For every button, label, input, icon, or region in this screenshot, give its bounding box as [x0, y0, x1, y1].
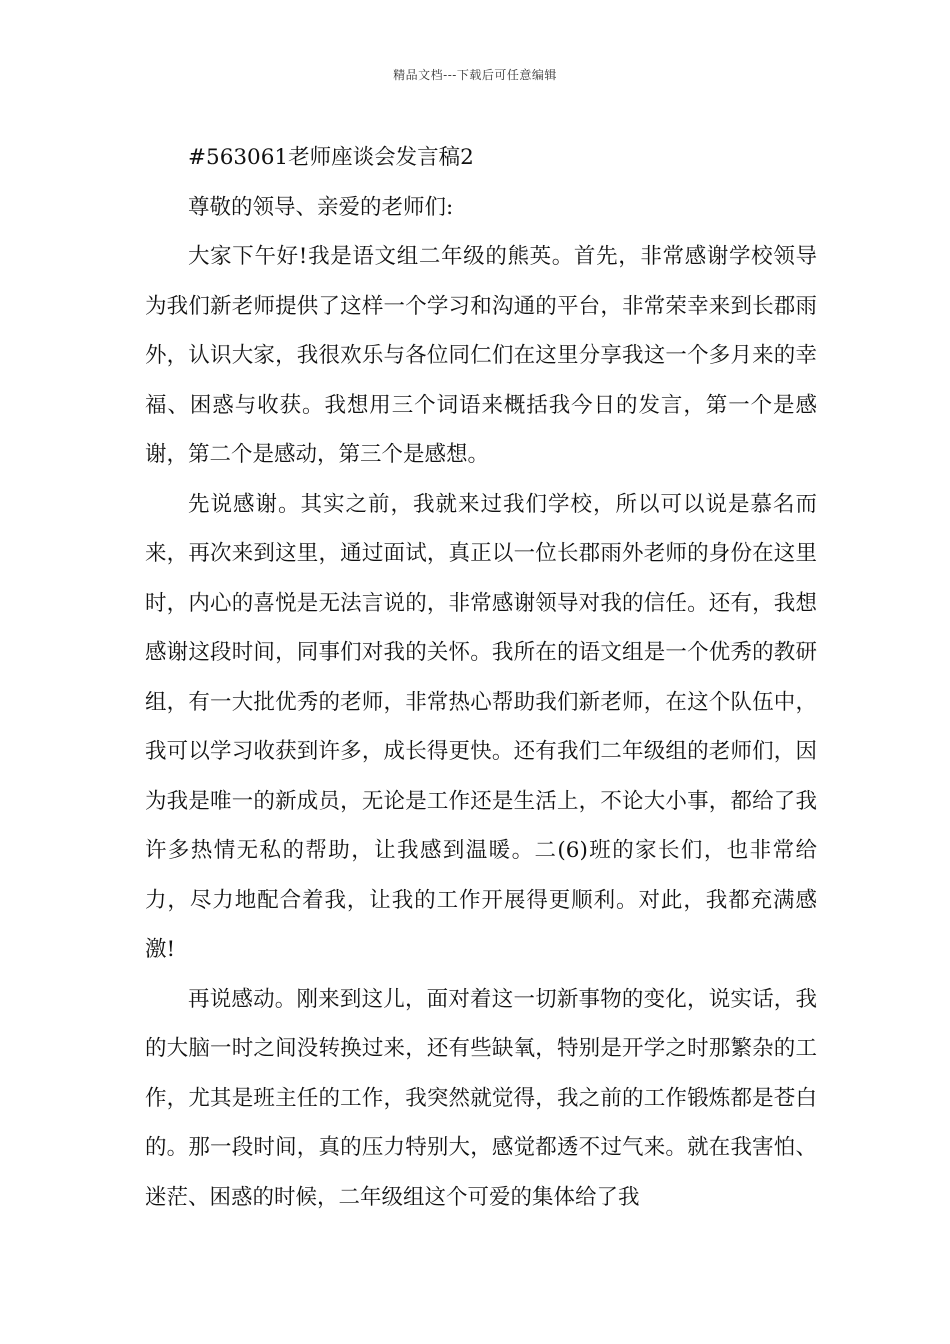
paragraph-touched: 再说感动。刚来到这儿，面对着这一切新事物的变化，说实话，我的大脑一时之间没转换过来，还有些缺氧，特别是开学之时那繁杂的工作，尤其是班主任的工作，我突然就觉得，我之前的工作锻炼都是苍白的。那一段时间，真的压力特别大，感觉都透不过气来。就在我害怕、迷茫、困惑的时候，二年级组这个可爱的集体给了我	[145, 986, 817, 1210]
paragraph-gratitude-intro: 大家下午好!我是语文组二年级的熊英。首先，非常感谢学校领导为我们新老师提供了这样一个学习和沟通的平台，非常荣幸来到长郡雨外，认识大家，我很欢乐与各位同仁们在这里分享我这一个多月来的幸福、困惑与收获。我想用三个词语来概括我今日的发言，第一个是感谢，第二个是感动，第三个是感想。	[145, 244, 817, 467]
paragraph-thanks: 先说感谢。其实之前，我就来过我们学校，所以可以说是慕名而来，再次来到这里，通过面试，真正以一位长郡雨外老师的身份在这里时，内心的喜悦是无法言说的，非常感谢领导对我的信任。还有，我想感谢这段时间，同事们对我的关怀。我所在的语文组是一个优秀的教研组，有一大批优秀的老师，非常热心帮助我们新老师，在这个队伍中，我可以学习收获到许多，成长得更快。还有我们二年级组的老师们，因为我是唯一的新成员，无论是工作还是生活上，不论大小事，都给了我许多热情无私的帮助，让我感到温暖。二(6)班的家长们，也非常给力，尽力地配合着我，让我的工作开展得更顺利。对此，我都充满感激!	[145, 491, 817, 962]
document-body	[145, 133, 817, 1222]
page-header: 精品文档---下载后可任意编辑	[393, 68, 557, 82]
salutation: 尊敬的领导、亲爱的老师们:	[188, 194, 454, 220]
document-title: #563061老师座谈会发言稿2	[188, 145, 474, 170]
